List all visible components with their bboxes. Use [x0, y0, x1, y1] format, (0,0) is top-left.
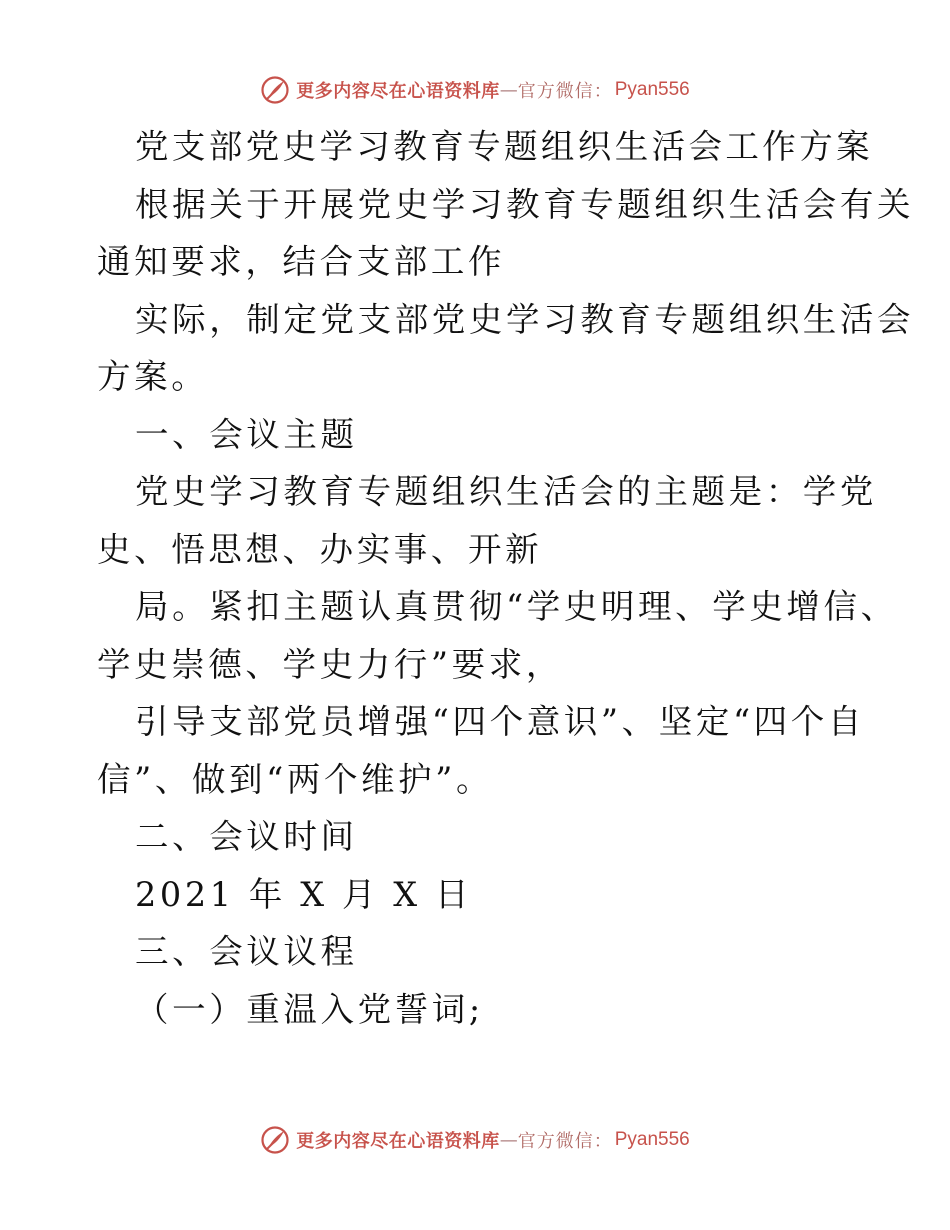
- footer-watermark: [0, 1123, 950, 1157]
- paragraph-line: 信”、做到“两个维护”。: [97, 759, 494, 799]
- meeting-date: 2021 年 X 月 X 日: [135, 874, 473, 914]
- paragraph-line: 通知要求，结合支部工作: [97, 242, 506, 281]
- paragraph-line: 根据关于开展党史学习教育专题组织生活会有关: [135, 184, 915, 224]
- paragraph-line: 史、悟思想、办实事、开新: [97, 529, 543, 569]
- header-watermark: [0, 73, 950, 107]
- paragraph-line: 学史崇德、学史力行”要求，: [97, 644, 563, 684]
- watermark-dash: —: [499, 1129, 518, 1151]
- paragraph-line: 局。紧扣主题认真贯彻“学史明理、学史增信、: [135, 587, 898, 626]
- watermark-promo-text: 更多内容尽在心语资料库: [296, 1131, 500, 1152]
- section-heading-time: 二、会议时间: [135, 817, 358, 856]
- document-title: 党支部党史学习教育专题组织生活会工作方案: [135, 127, 873, 166]
- paragraph-line: 引导支部党员增强“四个意识”、坚定“四个自: [135, 702, 865, 741]
- watermark-official-label: 官方微信：: [517, 1131, 613, 1152]
- watermark-dash: —: [499, 79, 518, 101]
- section-heading-theme: 一、会议主题: [135, 414, 358, 454]
- section-heading-agenda: 三、会议议程: [135, 932, 358, 971]
- watermark-promo-text: 更多内容尽在心语资料库: [296, 81, 500, 102]
- watermark-official-label: 官方微信：: [517, 81, 613, 102]
- watermark-wechat-id: Pyan556: [614, 79, 690, 100]
- paragraph-line: 实际，制定党支部党史学习教育专题组织生活会: [135, 299, 915, 339]
- paragraph-line: 方案。: [97, 357, 209, 396]
- feather-quill-logo-icon: [260, 1125, 290, 1155]
- document-body: [97, 118, 915, 1038]
- watermark-wechat-id: Pyan556: [614, 1129, 690, 1150]
- agenda-item: （一）重温入党誓词;: [135, 989, 484, 1029]
- feather-quill-logo-icon: [260, 75, 290, 105]
- paragraph-line: 党史学习教育专题组织生活会的主题是：学党: [135, 472, 877, 511]
